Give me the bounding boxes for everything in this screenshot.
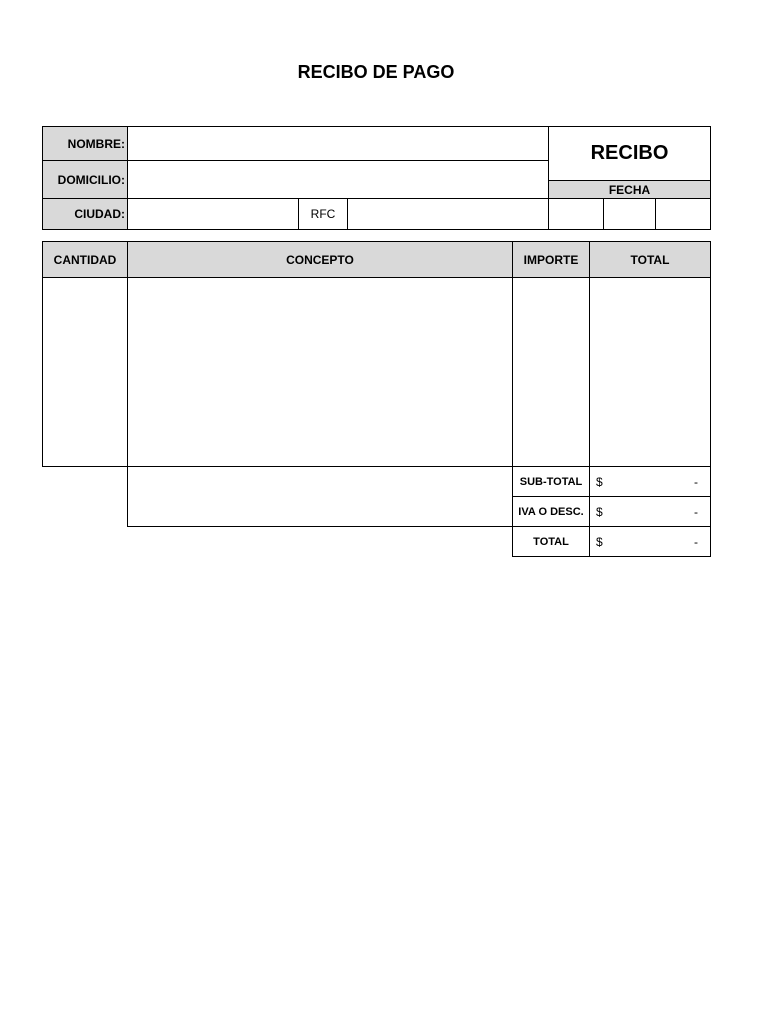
- grand-total-label: TOTAL: [512, 526, 590, 557]
- domicilio-field[interactable]: [127, 160, 549, 199]
- notes-box[interactable]: [127, 466, 513, 527]
- ciudad-field[interactable]: [127, 198, 299, 230]
- nombre-label: NOMBRE:: [42, 126, 128, 161]
- recibo-label: RECIBO: [548, 126, 711, 181]
- fecha-day-field[interactable]: [548, 198, 604, 230]
- concepto-body[interactable]: [127, 277, 513, 467]
- fecha-label: FECHA: [548, 180, 711, 199]
- column-header-total: TOTAL: [589, 241, 711, 278]
- currency-symbol: $: [596, 504, 603, 519]
- grand-total-value: [589, 526, 711, 557]
- column-header-importe: IMPORTE: [512, 241, 590, 278]
- page-title: RECIBO DE PAGO: [297, 62, 455, 82]
- fecha-year-field[interactable]: [655, 198, 711, 230]
- nombre-field[interactable]: [127, 126, 549, 161]
- iva-desc-amount: -: [694, 504, 698, 519]
- cantidad-body[interactable]: [42, 277, 128, 467]
- total-body[interactable]: [589, 277, 711, 467]
- rfc-field[interactable]: [347, 198, 549, 230]
- rfc-label: RFC: [298, 198, 348, 230]
- importe-body[interactable]: [512, 277, 590, 467]
- subtotal-value: [589, 466, 711, 497]
- iva-desc-value: [589, 496, 711, 527]
- column-header-concepto: CONCEPTO: [127, 241, 513, 278]
- fecha-month-field[interactable]: [603, 198, 656, 230]
- column-header-cantidad: CANTIDAD: [42, 241, 128, 278]
- subtotal-label: SUB-TOTAL: [512, 466, 590, 497]
- currency-symbol: $: [596, 474, 603, 489]
- iva-desc-label: IVA O DESC.: [512, 496, 590, 527]
- ciudad-label: CIUDAD:: [42, 198, 128, 230]
- grand-total-amount: -: [694, 534, 698, 549]
- subtotal-amount: -: [694, 474, 698, 489]
- domicilio-label: DOMICILIO:: [42, 160, 128, 199]
- currency-symbol: $: [596, 534, 603, 549]
